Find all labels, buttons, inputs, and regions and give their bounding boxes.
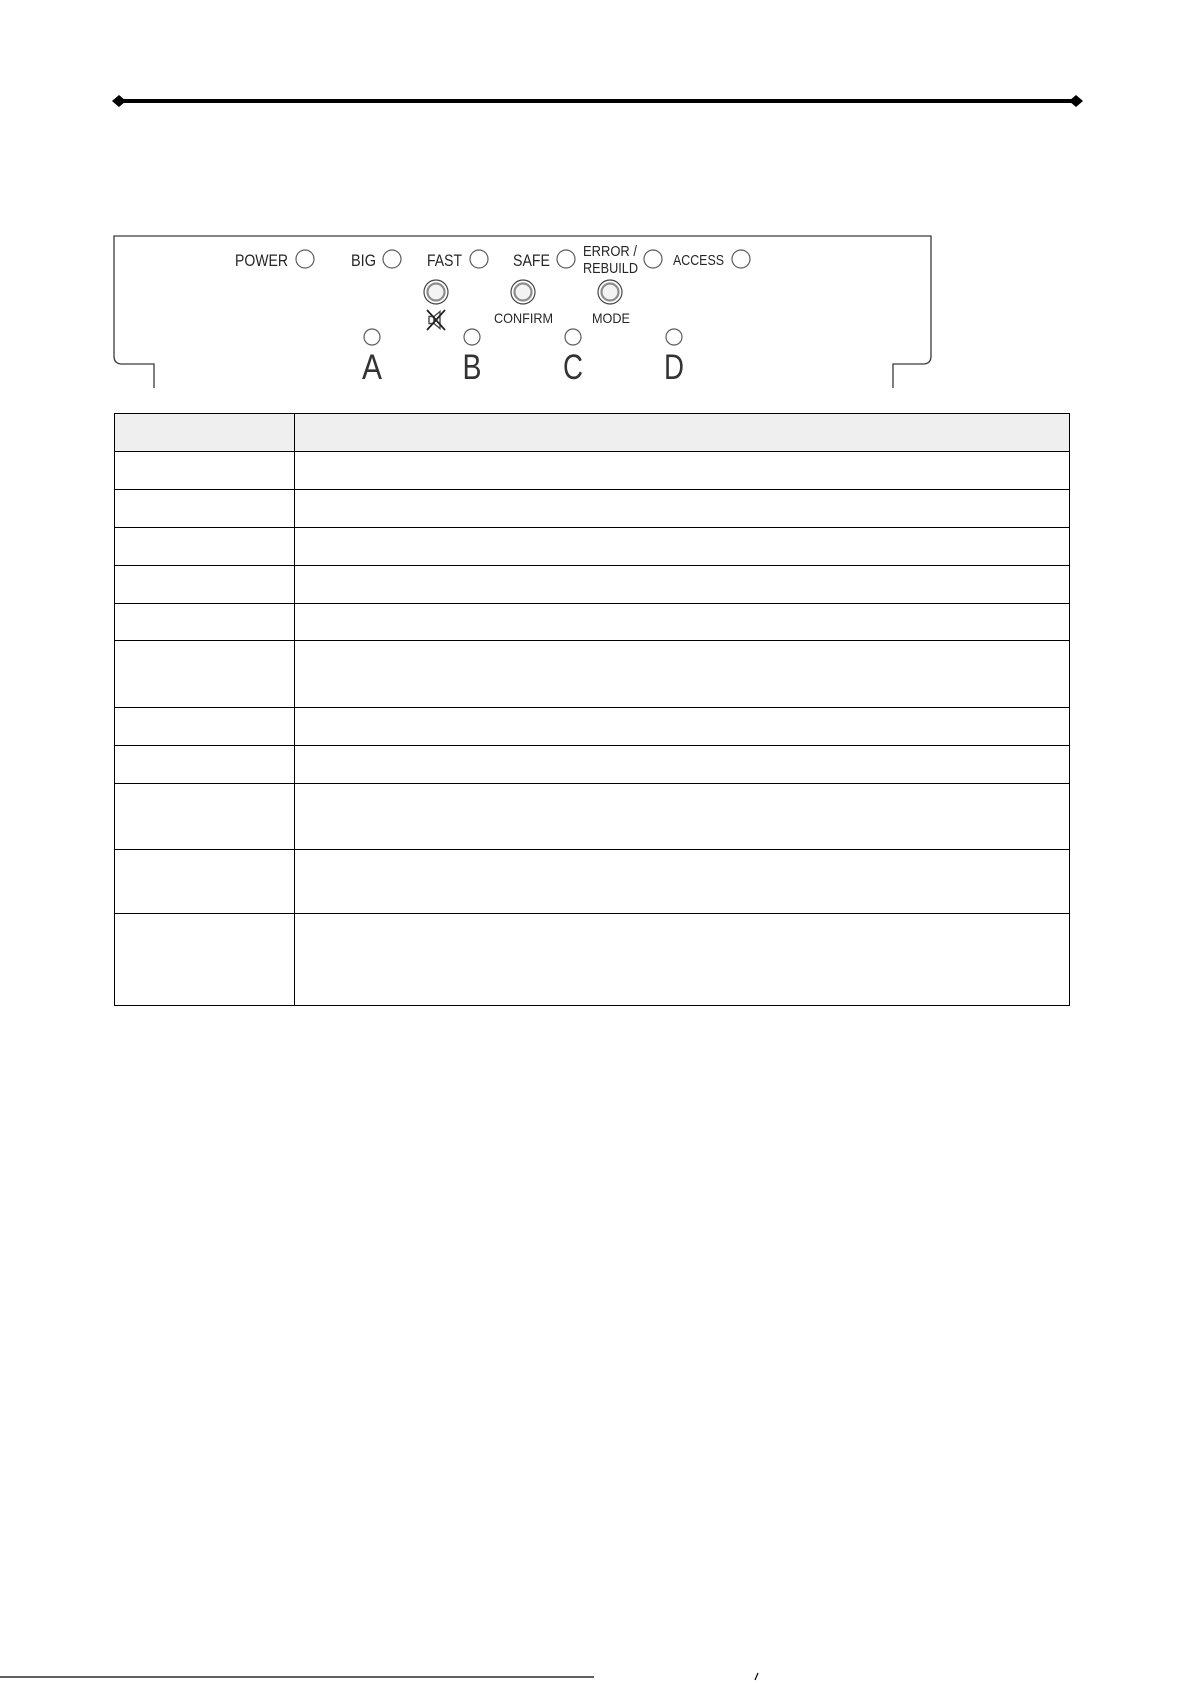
confirm-label: CONFIRM: [494, 310, 553, 326]
slot-a-led: [364, 329, 380, 345]
table-cell: [295, 490, 1070, 528]
fast-label: FAST: [427, 251, 462, 270]
confirm-button-cap: [515, 284, 532, 301]
access-led: [732, 250, 750, 268]
slot-c-led: [565, 329, 581, 345]
panel-bracket-right: [893, 356, 931, 388]
table-header-row: [115, 414, 1070, 452]
header-rule: [112, 95, 1083, 107]
power-label: POWER: [235, 251, 288, 270]
slot-row: [362, 329, 684, 387]
table-header-cell: [115, 414, 295, 452]
mute-icon: [427, 310, 445, 330]
slot-b-label: B: [462, 348, 482, 387]
indicator-row: [235, 243, 750, 277]
error-rebuild-led: [644, 250, 662, 268]
safe-label: SAFE: [513, 251, 550, 270]
table-cell: [115, 784, 295, 850]
panel-bracket-left: [114, 356, 154, 388]
table-cell: [115, 490, 295, 528]
footer-tick-mark: [755, 1673, 758, 1680]
table-cell: [295, 914, 1070, 1006]
table-row: [115, 641, 1070, 708]
error-label: ERROR /: [583, 243, 638, 260]
mute-button-cap: [428, 284, 445, 301]
power-led: [296, 250, 314, 268]
table-header-cell: [295, 414, 1070, 452]
rebuild-label: REBUILD: [583, 260, 639, 277]
rule-end-diamond-right: [1069, 95, 1083, 107]
table-row: [115, 784, 1070, 850]
table-row: [115, 914, 1070, 1006]
slot-d-label: D: [664, 348, 684, 387]
table-cell: [295, 452, 1070, 490]
table-row: [115, 452, 1070, 490]
info-table: [114, 413, 1070, 1006]
table-cell: [115, 566, 295, 604]
table-cell: [115, 708, 295, 746]
table-row: [115, 708, 1070, 746]
table-row: [115, 566, 1070, 604]
table-cell: [295, 528, 1070, 566]
mode-label: MODE: [592, 310, 630, 326]
table-cell: [115, 914, 295, 1006]
big-led: [383, 250, 401, 268]
table-cell: [115, 452, 295, 490]
slot-a-label: A: [362, 348, 383, 387]
table-cell: [295, 850, 1070, 914]
confirm-button: [511, 280, 535, 304]
fast-led: [470, 250, 488, 268]
slot-c-label: C: [563, 348, 583, 387]
front-panel-diagram: [0, 0, 1191, 400]
table-cell: [115, 528, 295, 566]
big-label: BIG: [351, 251, 376, 270]
table-cell: [295, 708, 1070, 746]
access-label: ACCESS: [673, 252, 724, 269]
table-cell: [115, 746, 295, 784]
page-footer: [0, 1664, 1191, 1684]
table-cell: [295, 746, 1070, 784]
slot-d-led: [666, 329, 682, 345]
table-cell: [115, 850, 295, 914]
rule-end-diamond-left: [112, 95, 126, 107]
slot-b-led: [464, 329, 480, 345]
safe-led: [557, 250, 575, 268]
table-row: [115, 528, 1070, 566]
table-cell: [295, 641, 1070, 708]
table-row: [115, 850, 1070, 914]
table-row: [115, 604, 1070, 641]
mode-button-cap: [602, 284, 619, 301]
table-cell: [295, 566, 1070, 604]
table-row: [115, 746, 1070, 784]
table-row: [115, 490, 1070, 528]
table-cell: [295, 784, 1070, 850]
table-cell: [115, 604, 295, 641]
table-cell: [295, 604, 1070, 641]
mode-button: [598, 280, 622, 304]
table-cell: [115, 641, 295, 708]
mute-button: [424, 280, 448, 304]
